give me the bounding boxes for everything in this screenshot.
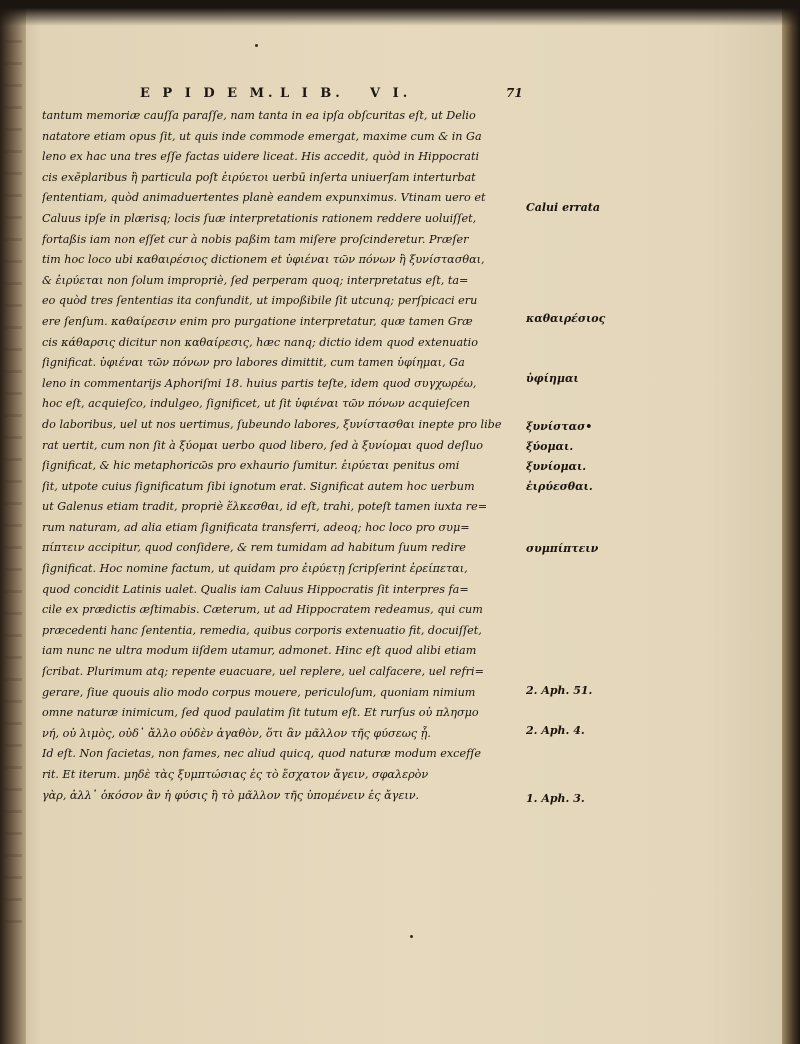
margin-note-calui-errata: Calui errata: [526, 201, 600, 214]
running-title-epidem: E P I D E M.: [140, 86, 277, 101]
margin-note-sympiptein: συμπίπτειν: [526, 542, 599, 555]
paper-speck: [410, 935, 413, 938]
body-text-line: ſignificat, & hic metaphoricῶs pro exhaurio ſumitur. ἐιρύεται penitus omi: [42, 459, 460, 473]
body-text-line: natatore etiam opus ſit, ut quis inde commode emergat, maxime cum & in Ga: [42, 129, 482, 143]
margin-note-eiryesthai: ἐιρύεσθαι.: [526, 480, 593, 493]
body-text-line: præcedenti hanc ſententia, remedia, quibus corporis extenuatio fit, docuiſſet,: [42, 623, 482, 637]
body-text-line: omne naturæ inimicum, ſed quod paulatim ſit tutum eſt. Et rurſus οὐ πλησμο: [42, 706, 479, 720]
body-text-line: leno in commentarijs Aphoriſmi 18. huius partis teſte, idem quod συγχωρέω,: [42, 376, 477, 390]
body-text-line: Caluus ipſe in plærisq; locis ſuæ interpretationis rationem reddere uoluiſſet,: [42, 211, 477, 225]
body-text-line: gerare, ſiue quouis alio modo corpus mouere, periculoſum, quoniam nimium: [42, 685, 476, 699]
body-text-line: ſit, utpote cuius ſignificatum ſibi ignotum erat. Significat autem hoc uerbum: [42, 479, 475, 493]
margin-note-xynistas: ξυνίστασ•: [526, 420, 593, 433]
body-text-line: do laboribus, uel ut nos uertimus, ſubeundo labores, ξυνίστασθαι inepte pro libe: [42, 417, 502, 431]
body-text-line: eo quòd tres ſententias ita confundit, ut impoßibile ſit utcunq; perſpicaci eru: [42, 294, 478, 308]
body-text-line: ſententiam, quòd animaduertentes planè eandem expunximus. Vtinam uero et: [42, 191, 486, 205]
body-text-line: cile ex prædictis æſtimabis. Cæterum, ut ad Hippocratem redeamus, qui cum: [42, 603, 483, 617]
body-text-line: cis κάθαρσις dicitur non καθαίρεσις, hæc nanq; dictio idem quod extenuatio: [42, 335, 478, 349]
body-text-line: hoc eſt, acquieſco, indulgeo, ſignificet, ut ſit ὑφιέναι τῶν πόνων acquieſcen: [42, 397, 470, 411]
body-text-line: Id eſt. Non ſacietas, non fames, nec aliud quicq, quod naturæ modum excefſe: [42, 747, 481, 761]
body-text-line: quod concidit Latinis ualet. Qualis iam Caluus Hippocratis ſit interpres fa=: [42, 582, 469, 596]
running-header: [130, 86, 550, 104]
body-text-line: iam nunc ne ultra modum iiſdem utamur, admonet. Hinc eſt quod alibi etiam: [42, 644, 477, 658]
body-text-line: cis exēplaribus ἢ particula poſt ἐιρύετοι uerbū inſerta uniuerſam interturbat: [42, 170, 476, 184]
page-number: 71: [506, 86, 523, 100]
body-text-line: ſignificat. Hoc nomine factum, ut quidam pro ἐιρύετῃ ſcripſerint ἐρείπεται,: [42, 562, 468, 576]
facing-page-edge: [2, 40, 22, 940]
paper-speck: [255, 44, 258, 47]
margin-note-aph-3: 1. Aph. 3.: [526, 792, 585, 805]
body-text-line: leno ex hac una tres eſſe factas uidere liceat. His accedit, quòd in Hippocrati: [42, 150, 480, 164]
margin-note-kathaireseos: καθαιρέσιος: [526, 312, 606, 325]
body-text-line: ſignificat. ὑφιέναι τῶν πόνων pro labores dimittit, cum tamen ὑφίημαι, Ga: [42, 356, 465, 370]
running-title-lib: L I B.: [280, 86, 344, 101]
body-text-line: πίπτειν accipitur, quod conſidere, & rem tumidam ad habitum ſuum redire: [42, 541, 466, 555]
margin-note-aph-51: 2. Aph. 51.: [526, 684, 593, 697]
margin-note-aph-4: 2. Aph. 4.: [526, 724, 585, 737]
body-text-line: rat uertit, cum non ſit à ξύομαι uerbo quod libero, ſed à ξυνίομαι quod deſluo: [42, 438, 483, 452]
body-text-line: νή, οὐ λιμὸς, οὐδ᾽ ἄλλο οὐδὲν ἀγαθὸν, ὅτι ἂν μᾶλλον τῆς φύσεως ᾖ.: [42, 726, 431, 740]
top-edge-shadow: [0, 0, 800, 26]
body-text-line: rum naturam, ad alia etiam ſignificata transferri, adeoq; hoc loco pro συμ=: [42, 520, 470, 534]
body-text-block: [42, 106, 516, 806]
body-text-line: ſcribat. Plurimum atq; repente euacuare, uel replere, uel calfacere, uel refri=: [42, 665, 484, 679]
body-text-line: tantum memoriæ cauſſa paraſſe, nam tanta in ea ipſa obſcuritas eſt, ut Delio: [42, 109, 476, 122]
margin-notes: [518, 0, 606, 1044]
body-text-line: fortaßis iam non eſſet cur à nobis paßim tam miſere proſcinderetur. Præſer: [42, 232, 469, 246]
body-text-line: ut Galenus etiam tradit, propriè ἕλκεσθαι, id eſt, trahi, poteſt tamen iuxta re=: [42, 500, 488, 514]
body-text-line: γὰρ, ἀλλ᾽ ὁκόσον ἂν ἡ φύσις ἢ τὸ μᾶλλον τῆς ὑπομένειν ἐς ἄγειν.: [42, 788, 420, 802]
body-text-line: & ἐιρύεται non ſolum impropriè, ſed perperam quoq; interpretatus eſt, ta=: [42, 273, 469, 287]
body-text-line: ere ſenſum. καθαίρεσιν enim pro purgatione interpretatur, quæ tamen Græ: [42, 314, 473, 328]
body-text-line: tim hoc loco ubi καθαιρέσιος dictionem et ὑφιέναι τῶν πόνων ἢ ξυνίστασθαι,: [42, 253, 485, 267]
page-edge-shadow: [782, 0, 800, 1044]
margin-note-xyniomai: ξυνίομαι.: [526, 460, 587, 473]
margin-note-xyomai: ξύομαι.: [526, 440, 574, 453]
margin-note-yphiemai: ὑφίημαι: [526, 372, 579, 385]
body-text-line: rit. Et iterum. μηδὲ τὰς ξυμπτώσιας ἐς τὸ ἔσχατον ἄγειν, σφαλερὸν: [42, 768, 429, 781]
running-title-vi: V I.: [370, 86, 412, 101]
